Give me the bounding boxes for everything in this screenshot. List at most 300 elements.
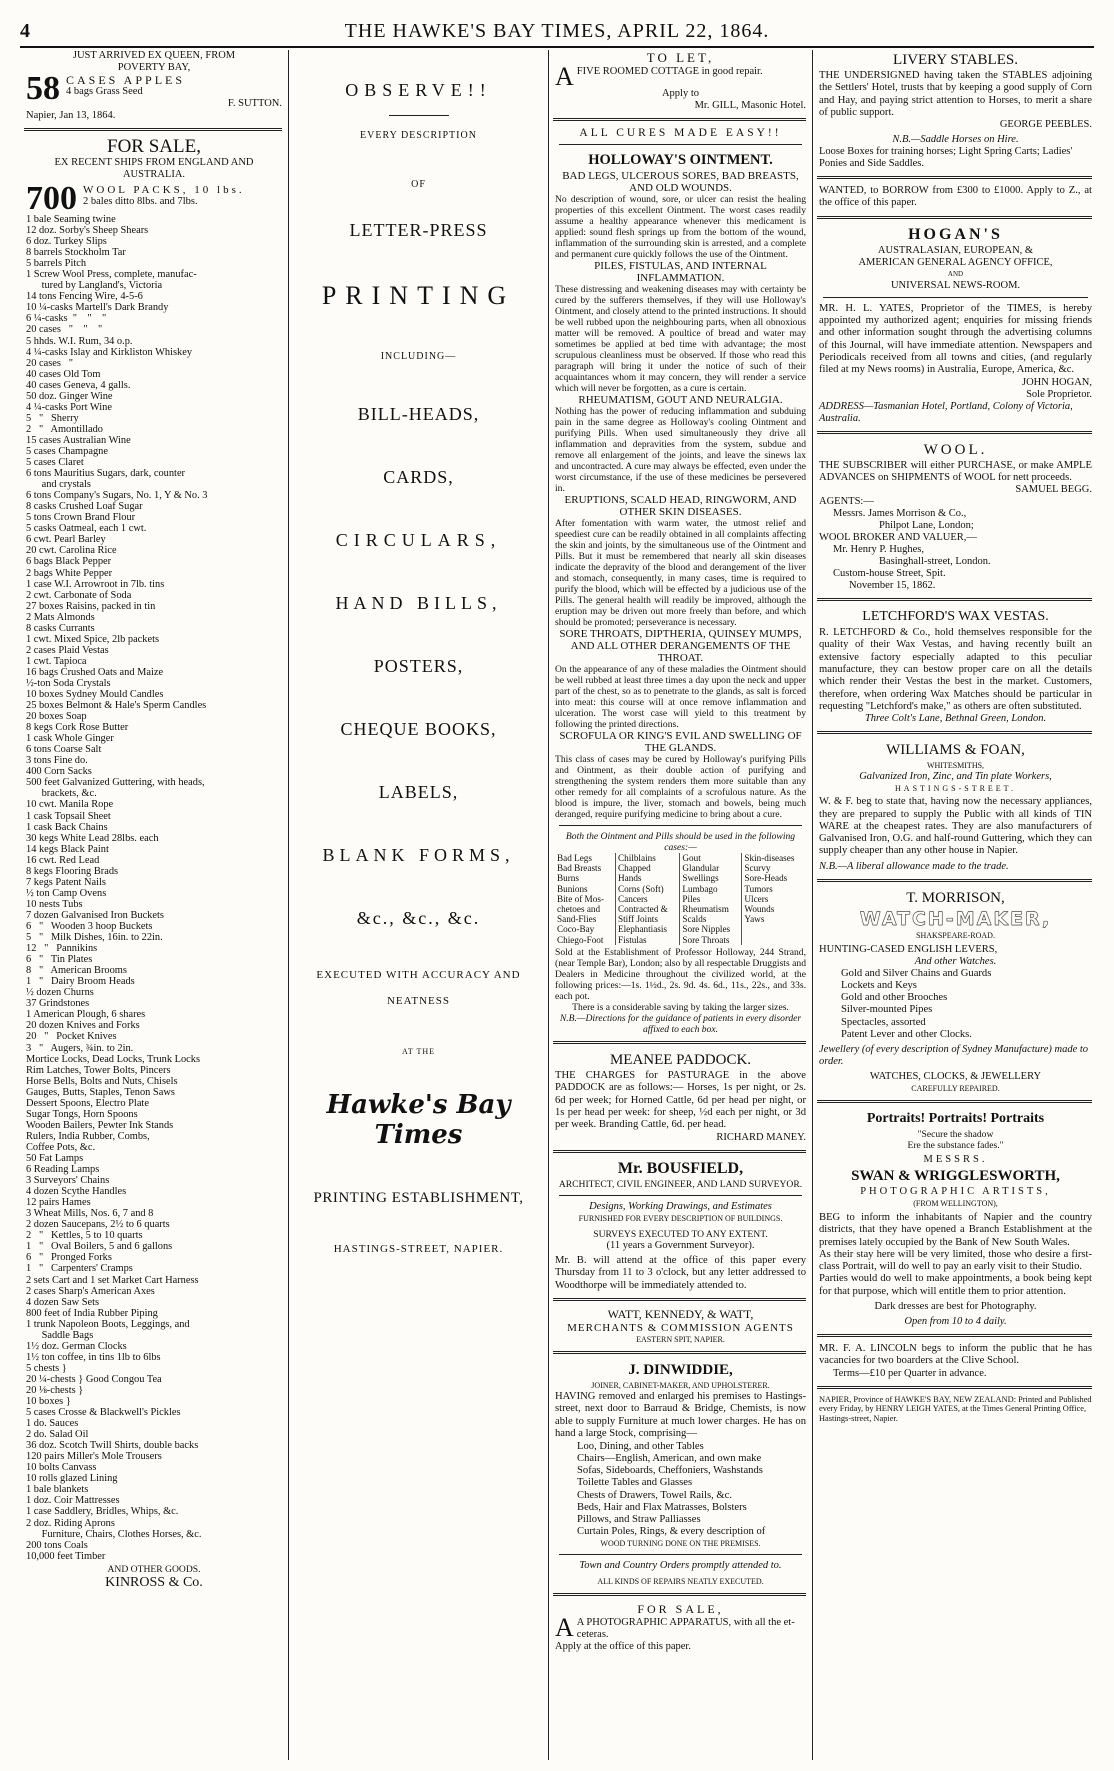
williams-body: W. & F. beg to state that, having now the necessary appliances, they are prepared to supply the Public with all kinds of TIN WARE at the cheapest rates. They are also manufacturers of Galvanised Iron, O.G. and half-round Guttering, which they can supply cheaper than any other house in Napier. bbox=[819, 796, 1092, 857]
inventory-item: 5 barrels Pitch bbox=[26, 258, 87, 270]
cures-row bbox=[555, 924, 806, 934]
morrison-item: Lockets and Keys bbox=[841, 979, 917, 991]
cures-cell: Elephantiasis bbox=[616, 924, 680, 934]
hogan-sub3: UNIVERSAL NEWS-ROOM. bbox=[890, 279, 1021, 291]
holloway-sub5: SORE THROATS, DIPTHERIA, QUINSEY MUMPS, AND ALL OTHER DERANGEMENTS OF THE THROAT. bbox=[559, 628, 802, 664]
wool-title: WOOL. bbox=[923, 441, 988, 458]
portraits-title: Portraits! Portraits! Portraits bbox=[866, 1110, 1045, 1126]
inventory-item: 800 feet of India Rubber Piping bbox=[26, 1307, 158, 1319]
holloway-p3: Nothing has the power of reducing inflammation and subduing pain in the same degree as Holloway's cooling Ointment and purifying Pills. When used simultaneously they drive all inflammation and depravities from the system, subdue and remove all enlargement of the joints, and leave the sinews lax and uncontracted. A cure may always be effected, even under the worst circumstance, if the use of these medicines be persevered in. bbox=[555, 406, 806, 494]
neatness-label: NEATNESS bbox=[386, 995, 450, 1007]
meanee-body: THE CHARGES for PASTURAGE in the above PADDOCK are as follows:— Horses, 1s per night, or 2s. 6d per week; for Horned Cattle, 6d per head per night, or 1s per head per week: for sheep, ½d each per night, or 3d per week. Branding Cattle, 6d. per head. bbox=[555, 1069, 806, 1131]
williams-ad bbox=[813, 740, 1096, 872]
cures-row bbox=[555, 935, 806, 945]
cures-cell: Scurvy bbox=[742, 863, 806, 873]
hogan-title: HOGAN'S bbox=[908, 225, 1003, 243]
apples-line1: JUST ARRIVED EX QUEEN, FROM bbox=[72, 50, 236, 61]
portraits-quote1: "Secure the shadow bbox=[917, 1128, 994, 1140]
inventory-item: 10 nests Tubs bbox=[26, 898, 83, 910]
cures-cell: Corns (Soft) bbox=[616, 884, 680, 894]
apples-number: 58 bbox=[26, 74, 60, 107]
livery-nb: N.B.—Saddle Horses on Hire. bbox=[892, 134, 1019, 146]
holloway-p2: These distressing and weakening diseases may with certainty be cured by the sufferers themselves, if they will use Holloway's Ointment, and closely attend to the printed instructions. It should be well rubbed upon the neighbouring parts, when all obnoxious matter will be removed. A poultice of bread and water may sometimes be applied at bed time with advantage; the most scrupulous cleanliness must be observed. If those who read this paragraph will bring it under the notice of such of their acquaintances whom it may concern, they will render a service which will never be forgotten, as a cure is certain. bbox=[555, 284, 806, 394]
morrison-addr: SHAKSPEARE-ROAD. bbox=[916, 930, 995, 940]
including-label: INCLUDING— bbox=[380, 351, 457, 362]
printing-item: CARDS, bbox=[383, 467, 454, 487]
bousfield-sub: ARCHITECT, CIVIL ENGINEER, AND LAND SURVEYOR. bbox=[558, 1178, 803, 1190]
inventory-item: 3 tons Fine do. bbox=[26, 755, 88, 767]
inventory-item: 27 boxes Raisins, packed in tin bbox=[26, 600, 156, 612]
dinwiddie-ad bbox=[549, 1360, 810, 1587]
dinwiddie-orders: Town and Country Orders promptly attended to. bbox=[579, 1560, 782, 1572]
holloway-sub3: RHEUMATISM, GOUT AND NEURALGIA. bbox=[578, 394, 783, 406]
portraits-from: (FROM WELLINGTON), bbox=[913, 1198, 998, 1208]
bousfield-surveys: SURVEYS EXECUTED TO ANY EXTENT. bbox=[593, 1228, 768, 1240]
cures-cell: Sand-Flies bbox=[557, 914, 597, 925]
cures-cell: Bad Legs bbox=[557, 853, 592, 863]
cures-cell: Burns bbox=[557, 873, 579, 884]
apples-dateline: Napier, Jan 13, 1864. bbox=[26, 110, 116, 121]
masthead: THE HAWKE'S BAY TIMES, APRIL 22, 1864. bbox=[344, 20, 770, 42]
cures-cell: Chilblains bbox=[616, 853, 680, 863]
morrison-watches: WATCHES, CLOCKS, & JEWELLERY bbox=[869, 1070, 1042, 1082]
inventory-item: 1 cask Topsail Sheet bbox=[26, 810, 111, 822]
inventory-item: 3 " Augers, ¾in. to 2in. bbox=[26, 1042, 134, 1054]
inventory-item: 30 kegs White Lead 28lbs. each bbox=[26, 832, 159, 844]
inventory-item: 3 Wheat Mills, Nos. 6, 7 and 8 bbox=[26, 1208, 154, 1220]
inventory-item: tured by Langland's, Victoria bbox=[26, 280, 163, 292]
hogan-body: MR. H. L. YATES, Proprietor of the TIMES, is hereby appointed my authorized agent; enquiries for missing friends and other information sought through the advertising columns of this Journal, will have immediate attention. Newspapers and Periodicals received from all towns and cities, (and regularly filed at my News rooms) in Australia, Europe, America, &c. bbox=[819, 302, 1092, 376]
divider bbox=[24, 128, 282, 131]
holloway-p4: After fomentation with warm water, the utmost relief and speediest cure can be readily obtained in all complaints affecting the skin and joints, by the simultaneous use of the Ointment and Pills. But it must be remembered that nearly all skin diseases indicate the depravity of the blood and derangement of the liver and stomach, consequently, in many cases, time is required to purify the blood, which will be effected by a judicious use of the Pills. The general health will readily be improved, although the eruption may be driven out more freely than before, and which should be promoted; perseverance is necessary. bbox=[555, 518, 806, 628]
holloway-p6: This class of cases may be cured by Holloway's purifying Pills and Ointment, as their double action of purifying and strengthening the system renders them more suitable than any other remedy for all complaints of a scrofulous nature. As the blood is impure, the liver, stomach and bowels, being much deranged, require purifying medicine to bring about a cure. bbox=[555, 754, 806, 820]
inventory-item: 20 ¼-chests } Good Congou Tea bbox=[26, 1373, 162, 1385]
apples-line2: POVERTY BAY, bbox=[117, 62, 191, 73]
holloway-both: Both the Ointment and Pills should be used in the following cases:— bbox=[565, 831, 796, 853]
printing-item: POSTERS, bbox=[373, 656, 464, 676]
cures-cell: Wounds bbox=[742, 904, 806, 914]
wool-ad bbox=[813, 440, 1096, 593]
inventory-item: 2 dozen Saucepans, 2½ to 6 quarts bbox=[26, 1219, 170, 1231]
bousfield-ad bbox=[549, 1159, 810, 1292]
letchford-title: LETCHFORD'S WAX VESTAS. bbox=[862, 609, 1049, 625]
cures-row bbox=[555, 884, 806, 894]
inventory-item: 10 boxes Sydney Mould Candles bbox=[26, 689, 164, 701]
holloway-p7: Sold at the Establishment of Professor Holloway, 244 Strand, (near Temple Bar), London; also by all respectable Druggists and Dealers in Medicine throughout the civilized world, at the following prices:—1s. 1½d., 2s. 9d. 4s. 6d., 11s., 22s., and 33s. each pot. bbox=[555, 946, 806, 1002]
inventory-item: 12 doz. Sorby's Sheep Shears bbox=[26, 225, 149, 237]
inventory-item: ½-ton Soda Crystals bbox=[26, 677, 111, 689]
inventory-item: 6 " Pronged Forks bbox=[26, 1252, 112, 1264]
inventory-item: Horse Bells, Bolts and Nuts, Chisels bbox=[26, 1075, 178, 1087]
morrison-lead2: And other Watches. bbox=[914, 955, 997, 967]
cures-cell: Cancers bbox=[616, 894, 680, 904]
livery-title: LIVERY STABLES. bbox=[893, 52, 1018, 68]
inventory-item: 2 " Kettles, 5 to 10 quarts bbox=[26, 1230, 143, 1242]
inventory-item: 1 cask Back Chains bbox=[26, 821, 108, 833]
inventory-item: 200 tons Coals bbox=[26, 1539, 88, 1551]
inventory-item: 3 Surveyors' Chains bbox=[26, 1175, 110, 1187]
inventory-item: 5 " Sherry bbox=[26, 412, 79, 424]
printing-item: BILL-HEADS, bbox=[357, 404, 480, 424]
inventory-item: 4 ¼-casks Islay and Kirkliston Whiskey bbox=[26, 346, 193, 358]
hogan-address: ADDRESS—Tasmanian Hotel, Portland, Colony of Victoria, Australia. bbox=[819, 400, 1073, 424]
column-4 bbox=[812, 50, 1096, 1760]
wool-agents: AGENTS:— bbox=[819, 496, 874, 508]
wanted-body: WANTED, to BORROW from £300 to £1000. Apply to Z., at the office of this paper. bbox=[819, 185, 1092, 209]
inventory-item: 6 " Wooden 3 hoop Buckets bbox=[26, 921, 153, 932]
inventory-item: 8 casks Crushed Loaf Sugar bbox=[26, 501, 143, 513]
inventory-item: 5 cases Champagne bbox=[26, 445, 108, 457]
inventory-item: 12 " Pannikins bbox=[26, 943, 98, 955]
for-sale-other: AND OTHER GOODS. bbox=[107, 1563, 201, 1575]
portraits-body1: BEG to inform the inhabitants of Napier and the country districts, that they have opened a Branch Establishment at the premises lately occupied by the Bank of New South Wales. bbox=[819, 1211, 1092, 1248]
wool-broker: WOOL BROKER AND VALUER,— bbox=[819, 532, 977, 544]
portraits-open: Open from 10 to 4 daily. bbox=[904, 1316, 1007, 1328]
williams-addr: HASTINGS-STREET. bbox=[895, 784, 1016, 794]
for-sale-lead2: 2 bales ditto 8lbs. and 7lbs. bbox=[83, 196, 198, 207]
apples-line4: 4 bags Grass Seed bbox=[66, 86, 143, 97]
establishment-label: PRINTING ESTABLISHMENT, bbox=[313, 1190, 524, 1206]
livery-ad bbox=[813, 50, 1096, 170]
portraits-body3: Parties would do well to make appointments, a book being kept for that purpose, which will entitle them to prior attention. bbox=[819, 1273, 1092, 1297]
morrison-items bbox=[819, 968, 1092, 1041]
dinwiddie-sub: JOINER, CABINET-MAKER, AND UPHOLSTERER. bbox=[591, 1381, 770, 1391]
inventory-item: 4 dozen Saw Sets bbox=[26, 1296, 100, 1308]
portraits-trade: PHOTOGRAPHIC ARTISTS, bbox=[860, 1185, 1051, 1197]
portraits-ad bbox=[813, 1109, 1096, 1328]
inventory-item: 6 cwt. Pearl Barley bbox=[26, 534, 106, 546]
inventory-item: 14 kegs Black Paint bbox=[26, 843, 109, 855]
inventory-item: 36 doz. Scotch Twill Shirts, double backs bbox=[26, 1440, 199, 1452]
for-sale-title: FOR SALE, bbox=[107, 136, 201, 157]
cures-row bbox=[555, 894, 806, 904]
cures-cell: Ulcers bbox=[742, 894, 806, 904]
paper-name: Hawke's Bay Times bbox=[326, 1090, 511, 1150]
inventory-item: Gauges, Butts, Staples, Tenon Saws bbox=[26, 1086, 175, 1098]
imprint: NAPIER, Province of HAWKE'S BAY, NEW ZEALAND: Printed and Published every Friday, by HENRY LEIGH YATES, at the Times General Printing Office, Hastings-street, Napier. bbox=[819, 1394, 1092, 1423]
morrison-jewellery: Jewellery (of every description of Sydney Manufacture) made to order. bbox=[819, 1043, 1089, 1067]
wanted-ad bbox=[813, 185, 1096, 210]
watt-sub: MERCHANTS & COMMISSION AGENTS bbox=[567, 1322, 794, 1335]
livery-signature: GEORGE PEEBLES. bbox=[999, 119, 1092, 131]
inventory-item: 5 chests } bbox=[26, 1362, 67, 1374]
inventory-item: 4 ¼-casks Port Wine bbox=[26, 401, 112, 413]
inventory-item: 6 bags Black Pepper bbox=[26, 556, 112, 568]
holloway-ad bbox=[549, 127, 810, 1035]
inventory-item: 20 dozen Knives and Forks bbox=[26, 1020, 140, 1032]
dinwiddie-body: HAVING removed and enlarged his premises to Hastings-street, next door to Barraud & Bridge, Chemists, is now able to supply Furniture at much lower charges. He has on hand a large Stock, comprising— bbox=[555, 1391, 806, 1440]
inventory-item: 20 cwt. Carolina Rice bbox=[26, 545, 117, 557]
watt-title: WATT, KENNEDY, & WATT, bbox=[607, 1307, 754, 1322]
cures-cell: Chiego-Foot bbox=[557, 934, 604, 945]
for-sale-number: 700 bbox=[26, 184, 77, 214]
apples-signature: F. SUTTON. bbox=[227, 98, 282, 109]
wool-custom: Custom-house Street, Spit. bbox=[833, 568, 946, 580]
to-let-title: TO LET, bbox=[646, 50, 715, 65]
dinwiddie-item: Sofas, Sideboards, Cheffoniers, Washstands bbox=[577, 1465, 763, 1477]
inventory-item: 6 doz. Turkey Slips bbox=[26, 236, 107, 248]
cures-cell: Lumbago bbox=[680, 884, 742, 894]
inventory-item: Dessert Spoons, Electro Plate bbox=[26, 1097, 149, 1109]
dinwiddie-item: Pillows, and Straw Palliasses bbox=[577, 1513, 701, 1525]
inventory-item: 2 cwt. Carbonate of Soda bbox=[26, 589, 132, 601]
cures-cell: Coco-Bay bbox=[557, 924, 595, 935]
cures-cell: Sore Nipples bbox=[680, 924, 742, 934]
inventory-item: 1½ doz. German Clocks bbox=[26, 1340, 127, 1352]
cures-cell: Bunions bbox=[557, 883, 588, 894]
inventory-item: 8 kegs Cork Rose Butter bbox=[26, 722, 129, 734]
photo-sale-apply: Apply at the office of this paper. bbox=[555, 1641, 691, 1653]
inventory-item: 10 bolts Canvass bbox=[26, 1462, 97, 1474]
williams-title: WILLIAMS & FOAN, bbox=[886, 742, 1025, 759]
inventory-item: 10 boxes } bbox=[26, 1396, 71, 1408]
inventory-item: 5 cases Crosse & Blackwell's Pickles bbox=[26, 1407, 181, 1419]
letchford-ad bbox=[813, 607, 1096, 725]
inventory-item: 50 doz. Ginger Wine bbox=[26, 390, 113, 402]
printing-item: &c., &c., &c. bbox=[356, 908, 481, 928]
inventory-item: 400 Corn Sacks bbox=[26, 766, 92, 778]
inventory-item: Rulers, India Rubber, Combs, bbox=[26, 1130, 150, 1142]
dinwiddie-item: Curtain Poles, Rings, & every description of bbox=[577, 1526, 766, 1538]
hogan-sub1: AUSTRALASIAN, EUROPEAN, & bbox=[877, 244, 1034, 256]
wool-agent1: Messrs. James Morrison & Co., bbox=[833, 508, 967, 520]
inventory-item: Sugar Tongs, Horn Spoons bbox=[26, 1108, 138, 1120]
inventory-item: 40 cases Geneva, 4 galls. bbox=[26, 379, 131, 391]
letchford-body: R. LETCHFORD & Co., hold themselves responsible for the quality of their Wax Vestas, and having recently built an extensive factory especially adapted to this peculiar manufacture, they can bestow proper care on all the details which render their Vestas the best in the market. Customers, therefore, when ordering Wax Matches should be particular in requesting "Letchford's make," as others are often substituted. bbox=[819, 627, 1092, 712]
inventory-item: 6 tons Mauritius Sugars, dark, counter bbox=[26, 468, 186, 480]
inventory-item: 1 doz. Coir Mattresses bbox=[26, 1495, 120, 1507]
cures-row bbox=[555, 873, 806, 883]
bousfield-years: (11 years a Government Surveyor). bbox=[606, 1239, 755, 1251]
of-label: OF bbox=[411, 179, 426, 190]
inventory-item: and crystals bbox=[26, 479, 91, 491]
bousfield-body: Mr. B. will attend at the office of this paper every Thursday from 11 to 3 o'clock, but any letter addressed to Woodthorpe will be immediately attended to. bbox=[555, 1254, 806, 1291]
photo-sale-title: FOR SALE, bbox=[637, 1602, 724, 1617]
cures-cell: Gout bbox=[680, 853, 742, 863]
cures-row bbox=[555, 904, 806, 914]
livery-body: THE UNDERSIGNED having taken the STABLES adjoining the Settlers' Hotel, trusts that by keeping a good supply of Corn and Hay, and paying strict attention to Horses, to merit a share of public support. bbox=[819, 70, 1092, 118]
inventory-item: 2 do. Salad Oil bbox=[26, 1429, 89, 1441]
morrison-ad bbox=[813, 888, 1096, 1094]
executed-label: EXECUTED WITH ACCURACY AND bbox=[316, 969, 521, 981]
lincoln-ad bbox=[813, 1343, 1096, 1380]
portraits-quote2: Ere the substance fades." bbox=[907, 1139, 1004, 1151]
inventory-item: 4 dozen Scythe Handles bbox=[26, 1186, 127, 1198]
inventory-item: Rim Latches, Tower Bolts, Pincers bbox=[26, 1064, 171, 1076]
cures-cell: Skin-diseases bbox=[742, 853, 806, 863]
bousfield-furnished: FURNISHED FOR EVERY DESCRIPTION OF BUILDINGS. bbox=[578, 1213, 783, 1223]
inventory-item: 1 American Plough, 6 shares bbox=[26, 1009, 146, 1021]
inventory-list bbox=[26, 214, 282, 1562]
inventory-item: 2 cases Sharp's American Axes bbox=[26, 1285, 155, 1297]
lincoln-body: MR. F. A. LINCOLN begs to inform the public that he has vacancies for two boarders at the Clive School. bbox=[819, 1343, 1092, 1367]
inventory-item: 2 sets Cart and 1 set Market Cart Harness bbox=[26, 1274, 199, 1286]
dinwiddie-title: J. DINWIDDIE, bbox=[628, 1362, 733, 1379]
inventory-item: 6 " Tin Plates bbox=[26, 954, 93, 966]
printing-heading: PRINTING bbox=[321, 281, 516, 310]
inventory-item: 5 casks Oatmeal, each 1 cwt. bbox=[26, 523, 147, 535]
to-let-ad: TO LET, AFIVE ROOMED COTTAGE in good repair. Apply to Mr. GILL, Masonic Hotel. bbox=[555, 50, 806, 111]
inventory-item: 1 trunk Napoleon Boots, Leggings, and bbox=[26, 1318, 190, 1330]
column-3 bbox=[548, 50, 810, 1760]
inventory-item: 7 dozen Galvanised Iron Buckets bbox=[26, 909, 164, 921]
cures-cell bbox=[742, 935, 806, 945]
cures-cell: Contracted & bbox=[616, 904, 680, 914]
inventory-item: 40 cases Old Tom bbox=[26, 368, 101, 380]
inventory-item: Saddle Bags bbox=[26, 1329, 94, 1341]
inventory-item: 8 " American Brooms bbox=[26, 965, 127, 977]
inventory-item: 1 bale Seaming twine bbox=[26, 214, 116, 225]
page-header bbox=[20, 14, 1094, 48]
watt-ad bbox=[549, 1307, 810, 1345]
wool-signature: SAMUEL BEGG. bbox=[1015, 484, 1092, 496]
inventory-item: Wooden Bailers, Pewter Ink Stands bbox=[26, 1119, 174, 1131]
inventory-item: 8 casks Currants bbox=[26, 622, 95, 634]
for-sale-signature: KINROSS & Co. bbox=[105, 1574, 203, 1590]
to-let-contact: Mr. GILL, Masonic Hotel. bbox=[694, 100, 806, 111]
williams-sub2: Galvanized Iron, Zinc, and Tin plate Workers, bbox=[859, 771, 1052, 783]
inventory-item: 2 " Amontillado bbox=[26, 423, 103, 435]
inventory-item: ½ ton Camp Ovens bbox=[26, 887, 107, 899]
inventory-item: 1 cwt. Mixed Spice, 2lb packets bbox=[26, 633, 160, 645]
inventory-item: 10 ¼-casks Martell's Dark Brandy bbox=[26, 302, 169, 314]
inventory-item: 500 feet Galvanized Guttering, with heads, bbox=[26, 777, 205, 789]
meanee-title: MEANEE PADDOCK. bbox=[609, 1051, 752, 1068]
observe-heading: OBSERVE!! bbox=[345, 80, 492, 100]
inventory-item: 1 " Dairy Broom Heads bbox=[26, 976, 135, 988]
dinwiddie-repairs: ALL KINDS OF REPAIRS NEATLY EXECUTED. bbox=[597, 1577, 764, 1587]
cures-cell: Swellings bbox=[680, 873, 742, 883]
inventory-item: 16 bags Crushed Oats and Maize bbox=[26, 666, 164, 678]
portraits-dark: Dark dresses are best for Photography. bbox=[874, 1301, 1037, 1313]
holloway-sub2: PILES, FISTULAS, AND INTERNAL INFLAMMATION. bbox=[594, 260, 767, 284]
cures-cell: Rheumatism bbox=[680, 904, 742, 914]
inventory-item: 7 kegs Patent Nails bbox=[26, 876, 106, 888]
inventory-item: 2 cases Plaid Vestas bbox=[26, 644, 109, 656]
inventory-item: 25 boxes Belmont & Hale's Sperm Candles bbox=[26, 700, 207, 712]
inventory-item: Mortice Locks, Dead Locks, Trunk Locks bbox=[26, 1053, 201, 1065]
dinwiddie-item: Chests of Drawers, Towel Rails, &c. bbox=[577, 1489, 733, 1501]
morrison-item: Patent Lever and other Clocks. bbox=[841, 1028, 972, 1040]
inventory-item: 2 bags White Pepper bbox=[26, 567, 113, 579]
dinwiddie-item: Loo, Dining, and other Tables bbox=[577, 1440, 704, 1452]
inventory-item: 8 barrels Stockholm Tar bbox=[26, 247, 126, 259]
inventory-item: 2 doz. Riding Aprons bbox=[26, 1517, 115, 1529]
holloway-title: HOLLOWAY'S OINTMENT. bbox=[588, 152, 773, 168]
morrison-item: Spectacles, assorted bbox=[841, 1016, 926, 1028]
cures-cell: Tumors bbox=[742, 884, 806, 894]
morrison-item: Silver-mounted Pipes bbox=[841, 1004, 933, 1016]
williams-nb: N.B.—A liberal allowance made to the trade. bbox=[819, 860, 1009, 872]
livery-nb2: Loose Boxes for training horses; Light Spring Carts; Ladies' Ponies and Side Saddles. bbox=[819, 146, 1073, 170]
inventory-item: 6 Reading Lamps bbox=[26, 1164, 100, 1176]
lincoln-terms: Terms—£10 per Quarter in advance. bbox=[833, 1367, 987, 1379]
bousfield-designs: Designs, Working Drawings, and Estimates bbox=[589, 1200, 772, 1212]
cures-cell: Sore-Heads bbox=[742, 873, 806, 883]
inventory-item: 20 boxes Soap bbox=[26, 711, 87, 723]
hogan-signature: JOHN HOGAN, bbox=[1022, 376, 1092, 388]
cures-cell: Hands bbox=[616, 873, 680, 883]
inventory-item: 8 kegs Flooring Brads bbox=[26, 865, 119, 877]
inventory-item: 5 cases Claret bbox=[26, 457, 84, 469]
inventory-item: 12 pairs Hames bbox=[26, 1197, 91, 1209]
holloway-p8: There is a considerable saving by taking the larger sizes. bbox=[572, 1001, 789, 1013]
for-sale-lead: WOOL PACKS, 10 lbs. bbox=[83, 184, 245, 196]
printing-item: CHEQUE BOOKS, bbox=[340, 719, 497, 739]
cures-row bbox=[555, 914, 806, 924]
inventory-item: 1 case W.I. Arrowroot in 7lb. tins bbox=[26, 578, 165, 590]
hogan-ad bbox=[813, 225, 1096, 425]
inventory-item: 6 ¼-casks " " " bbox=[26, 313, 107, 325]
apples-line3: CASES APPLES bbox=[66, 74, 186, 87]
wool-agent2: Mr. Henry P. Hughes, bbox=[833, 544, 924, 556]
inventory-item: 1 bale blankets bbox=[26, 1484, 89, 1496]
morrison-repaired: CAREFULLY REPAIRED. bbox=[911, 1083, 1000, 1093]
address-label: HASTINGS-STREET, NAPIER. bbox=[333, 1243, 504, 1255]
williams-sub: WHITESMITHS, bbox=[926, 761, 985, 771]
holloway-sub6: SCROFULA OR KING'S EVIL AND SWELLING OF THE GLANDS. bbox=[559, 730, 802, 754]
printing-item: LABELS, bbox=[378, 782, 459, 802]
column-1 bbox=[20, 50, 286, 1760]
inventory-item: 2 Mats Almonds bbox=[26, 611, 95, 623]
for-sale-ad bbox=[20, 137, 286, 1591]
inventory-item: 1½ ton coffee, in tins 1lb to 6lbs bbox=[26, 1351, 161, 1363]
column-2 bbox=[288, 50, 546, 1760]
inventory-item: 1 do. Sauces bbox=[26, 1418, 79, 1430]
inventory-item: 20 " Pocket Knives bbox=[26, 1031, 117, 1043]
cures-cell: Sore Throats bbox=[680, 935, 742, 945]
portraits-messrs: MESSRS. bbox=[923, 1153, 988, 1165]
inventory-item: 1 cask Whole Ginger bbox=[26, 733, 114, 745]
inventory-item: 5 " Milk Dishes, 16in. to 22in. bbox=[26, 932, 163, 944]
cures-cell: Yaws bbox=[742, 914, 806, 924]
morrison-item: Gold and other Brooches bbox=[841, 992, 948, 1004]
morrison-title: T. MORRISON, bbox=[906, 889, 1005, 906]
portraits-firm: SWAN & WRIGGLESWORTH, bbox=[851, 1167, 1060, 1184]
inventory-item: 50 Fat Lamps bbox=[26, 1152, 84, 1164]
dinwiddie-item: Beds, Hair and Flax Matrasses, Bolsters bbox=[577, 1501, 747, 1513]
inventory-item: 1 Screw Wool Press, complete, manufac- bbox=[26, 269, 197, 281]
cures-cell: Scalds bbox=[680, 914, 742, 924]
inventory-item: ½ dozen Churns bbox=[26, 987, 94, 999]
inventory-item: 20 ⅛-chests } bbox=[26, 1384, 84, 1396]
inventory-item: 1 cwt. Tapioca bbox=[26, 655, 87, 667]
morrison-lead: HUNTING-CASED ENGLISH LEVERS, bbox=[819, 943, 998, 955]
inventory-item: 15 cases Australian Wine bbox=[26, 434, 131, 446]
morrison-trade: WATCH-MAKER, bbox=[859, 907, 1052, 930]
apples-ad bbox=[20, 50, 286, 122]
inventory-item: 20 cases " " " bbox=[26, 324, 103, 336]
inventory-item: 1 " Oval Boilers, 5 and 6 gallons bbox=[26, 1241, 173, 1253]
cures-cell: Chapped bbox=[616, 863, 680, 873]
printing-items bbox=[289, 404, 546, 929]
inventory-item: 10 rolls glazed Lining bbox=[26, 1473, 118, 1485]
holloway-p5: On the appearance of any of these maladies the Ointment should be well rubbed at least three times a day upon the neck and upper part of the chest, so as to penetrate to the glands, as salt is forced into meat: this course will at once remove inflammation and ulceration. The worst case will yield to this treatment by following the printed directions. bbox=[555, 664, 806, 730]
cures-table bbox=[555, 853, 806, 945]
printing-item: HAND BILLS, bbox=[335, 593, 502, 613]
inventory-item: 37 Grindstones bbox=[26, 998, 90, 1010]
meanee-signature: RICHARD MANEY. bbox=[716, 1131, 806, 1143]
letchford-address: Three Colt's Lane, Bethnal Green, London. bbox=[864, 713, 1047, 725]
cures-cell: Piles bbox=[680, 894, 742, 904]
printing-item: CIRCULARS, bbox=[335, 530, 502, 550]
portraits-body2: As their stay here will be very limited, those who desire a first-class Portrait, will do well to pay an early visit to their Studio. bbox=[819, 1248, 1092, 1273]
inventory-item: 14 tons Fencing Wire, 4-5-6 bbox=[26, 291, 143, 303]
inventory-item: 6 tons Coarse Salt bbox=[26, 744, 102, 756]
holloway-sub1: BAD LEGS, ULCEROUS SORES, BAD BREASTS, AND OLD WOUNDS. bbox=[562, 170, 799, 194]
holloway-p1: No description of wound, sore, or ulcer can resist the healing properties of this excellent Ointment. The worst cases readily assume a healthy appearance whenever this medicament is applied: sound flesh springs up from the bottom of the wound, inflammation of the surrounding skin is arrested, and a complete and permanent cure quickly follows the use of the Ointment. bbox=[555, 194, 806, 260]
wool-agent1b: Philpot Lane, London; bbox=[879, 520, 974, 532]
